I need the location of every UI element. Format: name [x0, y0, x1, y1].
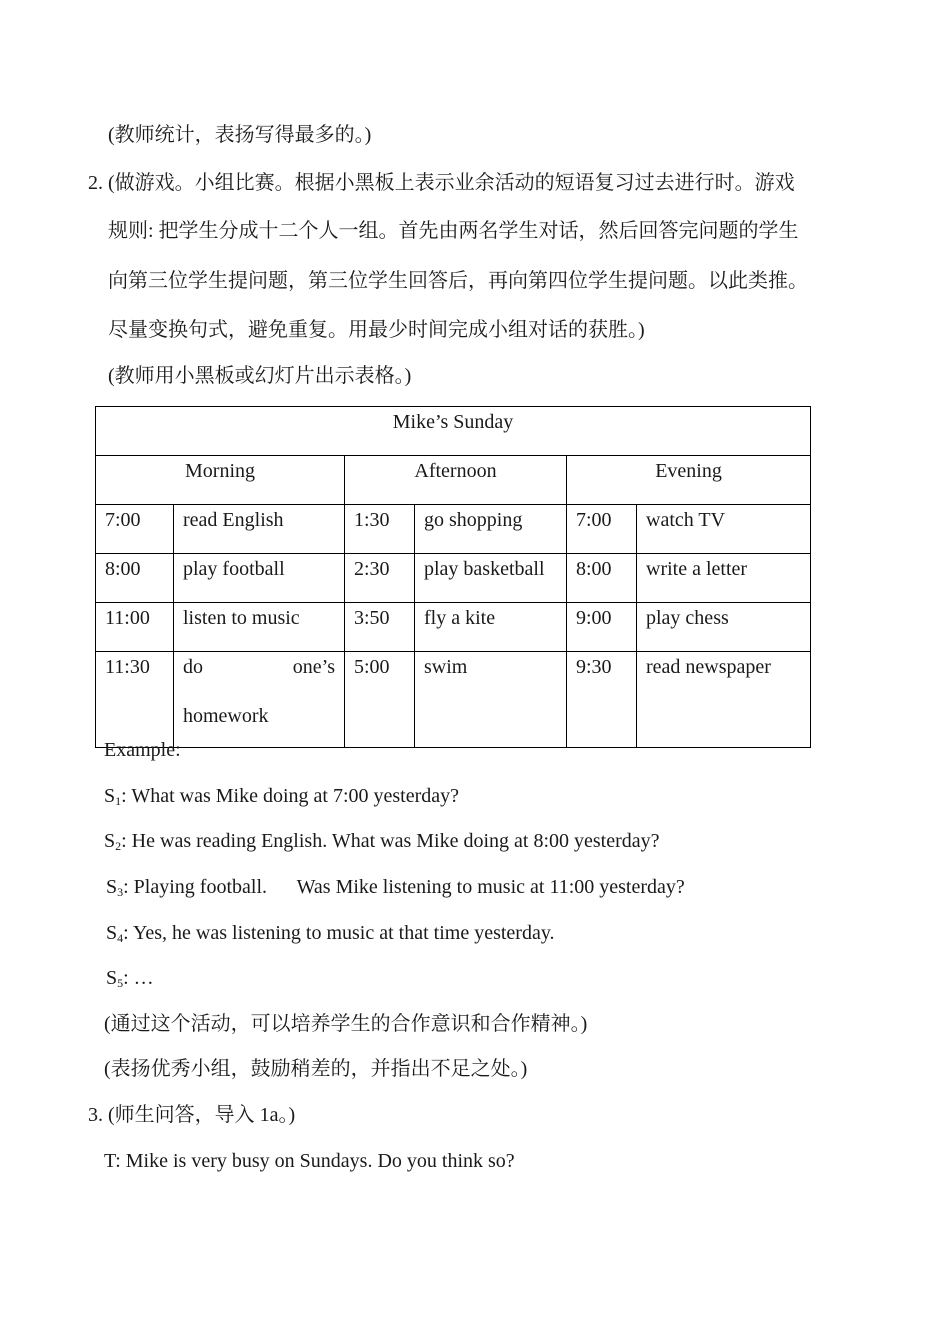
table-row [96, 505, 811, 554]
afternoon-activity: fly a kite [415, 603, 567, 652]
utterance: : … [123, 967, 154, 989]
dialogue-line-s1 [104, 783, 459, 814]
morning-activity: play football [174, 554, 345, 603]
morning-time: 11:00 [96, 603, 174, 652]
utterance: : He was reading English. What was Mike doing at 8:00 yesterday? [121, 830, 660, 852]
afternoon-time: 5:00 [345, 652, 415, 748]
dialogue-line-s4 [106, 920, 555, 951]
utterance: : Playing football. Was Mike listening to music at 11:00 yesterday? [123, 876, 685, 898]
afternoon-time: 1:30 [345, 505, 415, 554]
teacher-line: T: Mike is very busy on Sundays. Do you think so? [104, 1150, 515, 1172]
praise-note: (表扬优秀小组，鼓励稍差的，并指出不足之处。) [104, 1058, 528, 1080]
evening-time: 9:30 [567, 652, 637, 748]
dialogue-line-s3 [106, 874, 685, 905]
mike-sunday-table [95, 406, 811, 748]
speaker-index: 2 [115, 839, 122, 853]
example-label: Example: [104, 739, 181, 761]
utterance: : Yes, he was listening to music at that time yesterday. [123, 922, 555, 944]
speaker: S [104, 785, 116, 807]
evening-time: 9:00 [567, 603, 637, 652]
morning-time: 8:00 [96, 554, 174, 603]
morning-activity: listen to music [174, 603, 345, 652]
dialogue-line-s5 [106, 965, 154, 996]
activity-word: do [183, 656, 203, 678]
speaker-index: 4 [117, 931, 124, 945]
morning-time: 11:30 [96, 652, 174, 748]
activity-note: (通过这个活动，可以培养学生的合作意识和合作精神。) [104, 1013, 588, 1035]
step-3-text: (师生问答，导入 1a。) [108, 1104, 296, 1126]
speaker: S [106, 922, 118, 944]
table-row [96, 652, 811, 748]
evening-activity: write a letter [637, 554, 811, 603]
afternoon-time: 3:50 [345, 603, 415, 652]
evening-time: 8:00 [567, 554, 637, 603]
step-2-line-3: 向第三位学生提问题，第三位学生回答后，再向第四位学生提问题。以此类推。 [108, 270, 808, 292]
dialogue-line-s2 [104, 828, 660, 859]
step-2-line-2: 规则: 把学生分成十二个人一组。首先由两名学生对话，然后回答完问题的学生 [108, 220, 799, 242]
morning-activity: read English [174, 505, 345, 554]
speaker: S [106, 876, 118, 898]
table-row [96, 554, 811, 603]
speaker: S [104, 830, 116, 852]
speaker-index: 5 [117, 976, 124, 990]
step-2-number: 2. [88, 172, 103, 194]
afternoon-activity: go shopping [415, 505, 567, 554]
period-evening: Evening [567, 456, 811, 505]
speaker: S [106, 967, 118, 989]
morning-time: 7:00 [96, 505, 174, 554]
evening-time: 7:00 [567, 505, 637, 554]
step-2-line-1: (做游戏。小组比赛。根据小黑板上表示业余活动的短语复习过去进行时。游戏 [108, 172, 795, 194]
evening-activity: read newspaper [637, 652, 811, 748]
evening-activity: watch TV [637, 505, 811, 554]
activity-word: homework [183, 705, 269, 727]
period-afternoon: Afternoon [345, 456, 567, 505]
speaker-index: 3 [117, 885, 124, 899]
afternoon-activity: play basketball [415, 554, 567, 603]
intro-note: (教师统计，表扬写得最多的。) [108, 124, 372, 146]
table-row [96, 603, 811, 652]
evening-activity: play chess [637, 603, 811, 652]
period-morning: Morning [96, 456, 345, 505]
step-2-line-4: 尽量变换句式，避免重复。用最少时间完成小组对话的获胜。) [108, 319, 645, 341]
table-title: Mike’s Sunday [96, 407, 811, 456]
teacher-note: (教师用小黑板或幻灯片出示表格。) [108, 365, 412, 387]
afternoon-activity: swim [415, 652, 567, 748]
step-3-number: 3. [88, 1104, 103, 1126]
morning-activity [174, 652, 345, 748]
afternoon-time: 2:30 [345, 554, 415, 603]
activity-word: one’s [292, 656, 335, 678]
speaker-index: 1 [115, 794, 122, 808]
utterance: : What was Mike doing at 7:00 yesterday? [121, 785, 460, 807]
